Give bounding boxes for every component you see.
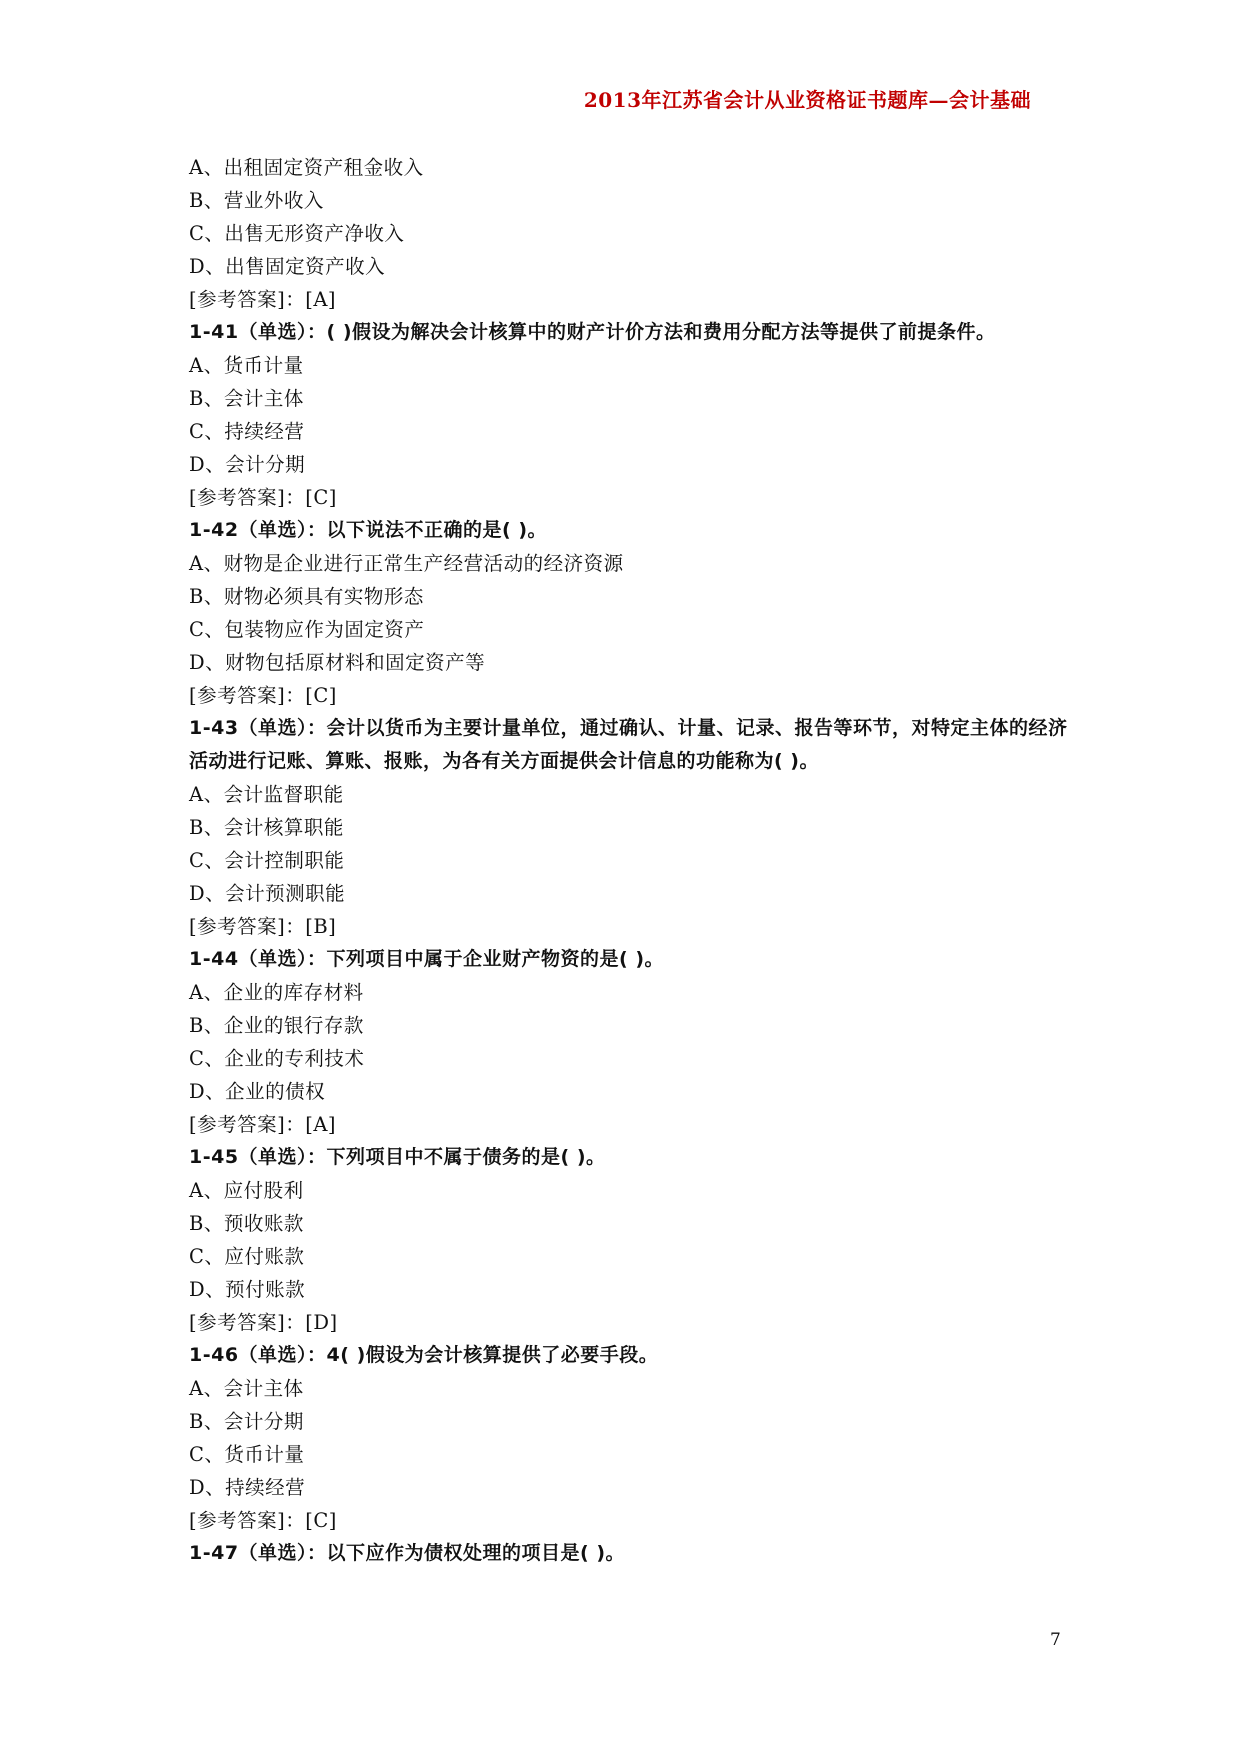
answer-option: A、出租固定资产租金收入 xyxy=(189,156,424,179)
page-number: 7 xyxy=(1050,1630,1061,1650)
answer-option: D、持续经营 xyxy=(189,1476,306,1499)
reference-answer: [参考答案]：[C] xyxy=(189,486,337,509)
answer-option: C、出售无形资产净收入 xyxy=(189,222,405,245)
reference-answer: [参考答案]：[D] xyxy=(189,1311,338,1334)
answer-option: B、企业的银行存款 xyxy=(189,1014,364,1037)
reference-answer: [参考答案]：[B] xyxy=(189,915,337,938)
question-stem: 1-44（单选）：下列项目中属于企业财产物资的是( )。 xyxy=(189,948,665,970)
answer-option: A、货币计量 xyxy=(189,354,304,377)
reference-answer: [参考答案]：[A] xyxy=(189,288,337,311)
answer-option: C、会计控制职能 xyxy=(189,849,345,872)
question-stem: 1-47（单选）：以下应作为债权处理的项目是( )。 xyxy=(189,1542,626,1564)
answer-option: B、会计核算职能 xyxy=(189,816,344,839)
answer-option: C、应付账款 xyxy=(189,1245,305,1268)
answer-option: D、会计分期 xyxy=(189,453,306,476)
question-stem: 1-43（单选）：会计以货币为主要计量单位，通过确认、计量、记录、报告等环节，对特定主体的经济活动进行记账、算账、报账，为各有关方面提供会计信息的功能称为( )。 xyxy=(189,717,1068,772)
answer-option: A、财物是企业进行正常生产经营活动的经济资源 xyxy=(189,552,624,575)
answer-option: A、企业的库存材料 xyxy=(189,981,364,1004)
answer-option: D、预付账款 xyxy=(189,1278,306,1301)
answer-option: A、会计监督职能 xyxy=(189,783,344,806)
answer-option: A、会计主体 xyxy=(189,1377,304,1400)
reference-answer: [参考答案]：[C] xyxy=(189,1509,337,1532)
question-stem: 1-45（单选）：下列项目中不属于债务的是( )。 xyxy=(189,1146,606,1168)
answer-option: C、货币计量 xyxy=(189,1443,305,1466)
answer-option: C、企业的专利技术 xyxy=(189,1047,365,1070)
question-list xyxy=(189,151,1069,1570)
answer-option: D、会计预测职能 xyxy=(189,882,346,905)
answer-option: C、包装物应作为固定资产 xyxy=(189,618,425,641)
reference-answer: [参考答案]：[A] xyxy=(189,1113,337,1136)
question-stem: 1-41（单选）：( )假设为解决会计核算中的财产计价方法和费用分配方法等提供了前提条件。 xyxy=(189,321,996,343)
answer-option: A、应付股利 xyxy=(189,1179,304,1202)
answer-option: C、持续经营 xyxy=(189,420,305,443)
answer-option: D、企业的债权 xyxy=(189,1080,326,1103)
answer-option: D、出售固定资产收入 xyxy=(189,255,386,278)
answer-option: B、会计分期 xyxy=(189,1410,304,1433)
answer-option: B、营业外收入 xyxy=(189,189,324,212)
document-header-title: 2013年江苏省会计从业资格证书题库—会计基础 xyxy=(583,88,1031,112)
answer-option: B、会计主体 xyxy=(189,387,304,410)
answer-option: D、财物包括原材料和固定资产等 xyxy=(189,651,486,674)
question-stem: 1-46（单选）：4( )假设为会计核算提供了必要手段。 xyxy=(189,1344,659,1366)
answer-option: B、财物必须具有实物形态 xyxy=(189,585,424,608)
answer-option: B、预收账款 xyxy=(189,1212,304,1235)
question-stem: 1-42（单选）：以下说法不正确的是( )。 xyxy=(189,519,548,541)
reference-answer: [参考答案]：[C] xyxy=(189,684,337,707)
